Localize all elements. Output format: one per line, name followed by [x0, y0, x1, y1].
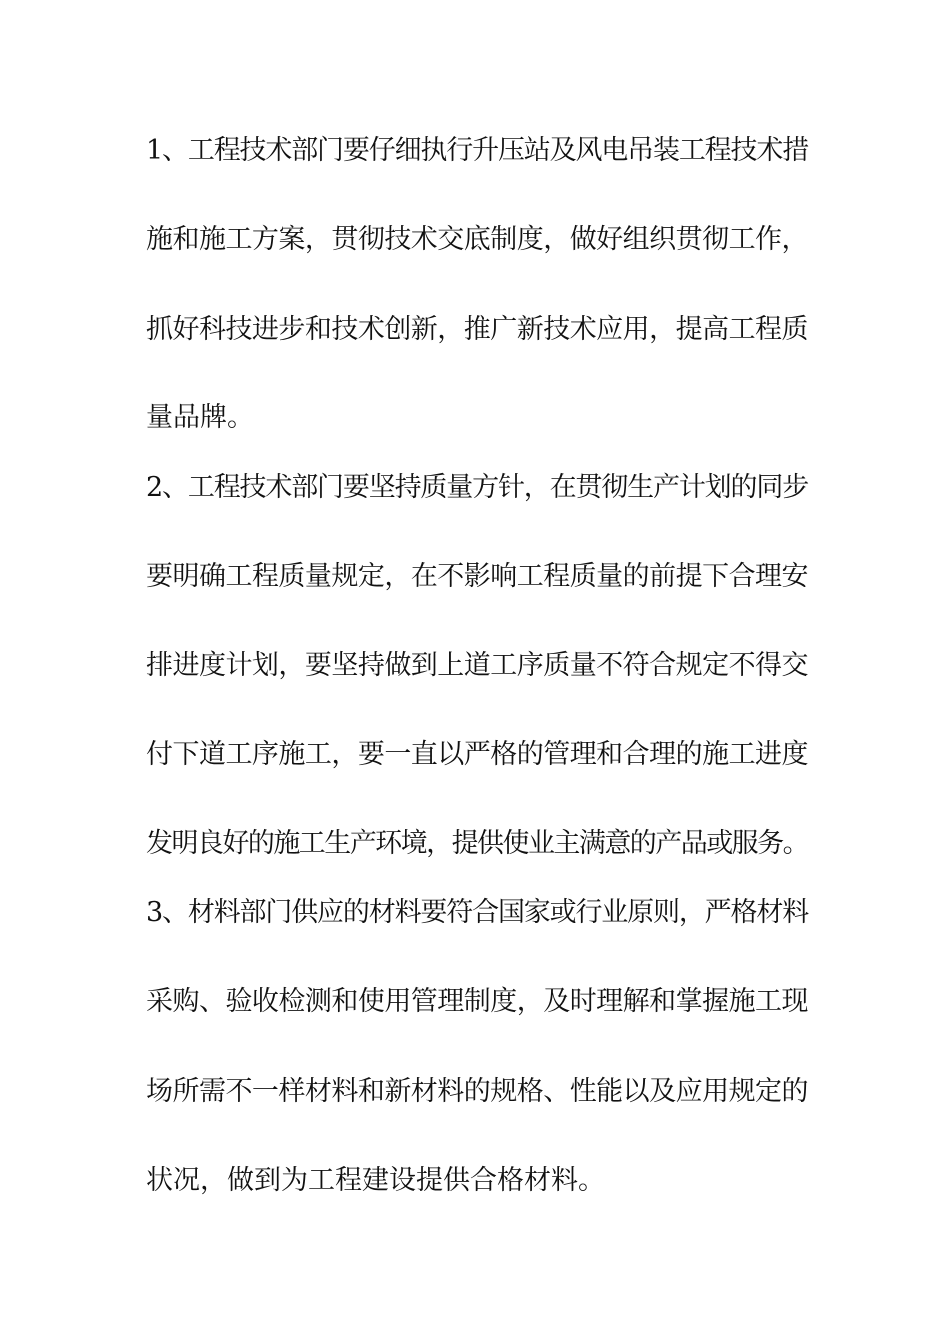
paragraph-1-line-4: 量品牌。	[146, 402, 254, 433]
paragraph-2-line-5: 发明良好的施工生产环境，提供使业主满意的产品或服务。	[146, 828, 808, 859]
paragraph-2-line-2: 要明确工程质量规定，在不影响工程质量的前提下合理安	[146, 561, 808, 592]
paragraph-1-line-2: 施和施工方案，贯彻技术交底制度，做好组织贯彻工作，	[146, 224, 808, 255]
paragraph-3-line-2: 采购、验收检测和使用管理制度，及时理解和掌握施工现	[146, 986, 808, 1017]
paragraph-3-line-3: 场所需不一样材料和新材料的规格、性能以及应用规定的	[146, 1076, 808, 1107]
paragraph-2-line-4: 付下道工序施工，要一直以严格的管理和合理的施工进度	[146, 739, 808, 770]
paragraph-2-line-3: 排进度计划，要坚持做到上道工序质量不符合规定不得交	[146, 650, 808, 681]
paragraph-1-line-1: 1、工程技术部门要仔细执行升压站及风电吊装工程技术措	[146, 135, 808, 166]
paragraph-1-line-3: 抓好科技进步和技术创新，推广新技术应用，提高工程质	[146, 314, 808, 345]
paragraph-3-line-4: 状况，做到为工程建设提供合格材料。	[146, 1165, 605, 1196]
paragraph-3-line-1: 3、材料部门供应的材料要符合国家或行业原则，严格材料	[146, 897, 808, 928]
paragraph-2-line-1: 2、工程技术部门要坚持质量方针，在贯彻生产计划的同步	[146, 472, 808, 503]
